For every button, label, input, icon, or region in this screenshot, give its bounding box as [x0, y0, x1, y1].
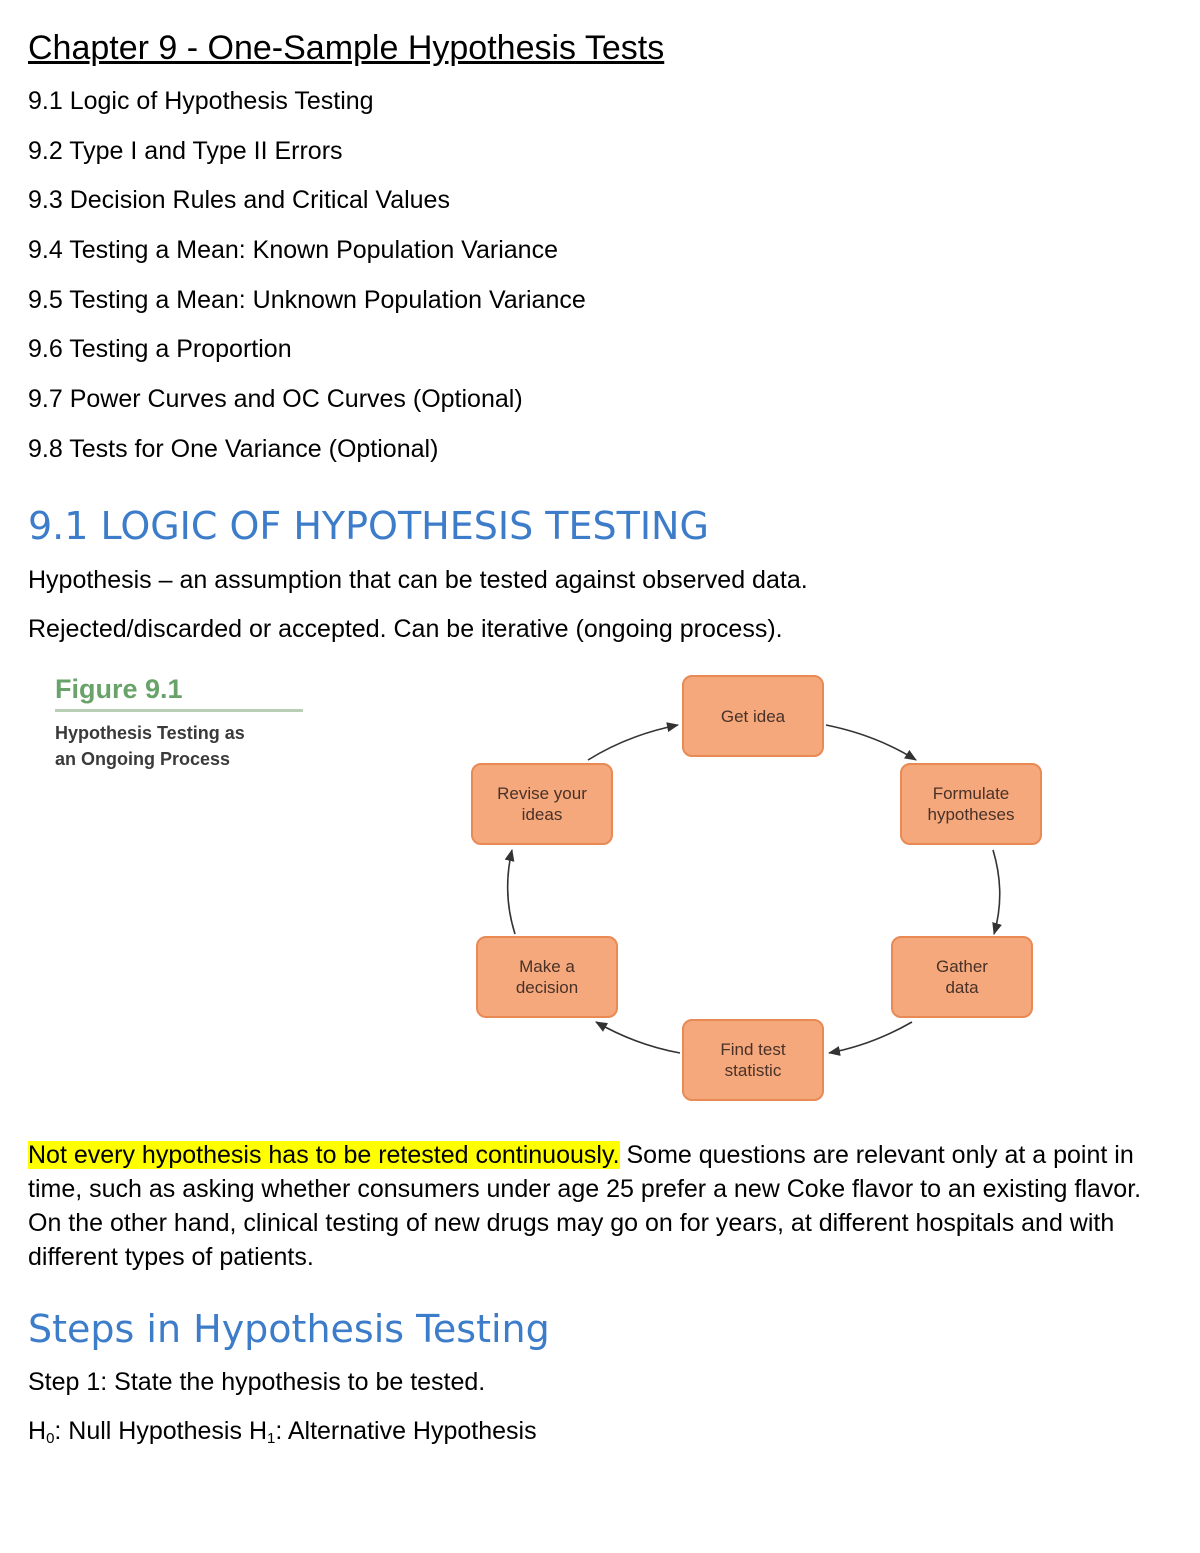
chapter-title: Chapter 9 - One-Sample Hypothesis Tests	[28, 29, 665, 67]
node-get-idea	[682, 675, 824, 757]
node-label: Get idea	[720, 706, 786, 726]
h0-subscript: 0	[46, 1430, 55, 1447]
node-label: Revise your ideas	[497, 784, 587, 824]
node-label: Make a decision	[515, 957, 579, 997]
arrow-gather-to-statistic	[829, 1022, 912, 1053]
node-formulate-hypotheses	[900, 763, 1042, 845]
toc-item: 9.2 Type I and Type II Errors	[28, 136, 343, 165]
retesting-paragraph	[28, 1138, 1178, 1274]
h1-symbol: H	[248, 1417, 267, 1445]
hypothesis-definition: Hypothesis – an assumption that can be tested against observed data.	[28, 566, 808, 594]
h1-label: : Alternative Hypothesis	[275, 1417, 537, 1445]
node-label: Gather data	[936, 957, 988, 997]
node-find-test-statistic	[682, 1019, 824, 1101]
toc-item: 9.4 Testing a Mean: Known Population Variance	[28, 236, 558, 265]
paragraph-text: Some questions are relevant only at a point in time, such as asking whether consumers under age 25 prefer a new Coke flavor to an existing flavor. On the other hand, clinical testing of new drugs may go on for years, at different hospitals and with different types of patients.	[28, 1141, 1142, 1271]
h1-subscript: 1	[267, 1430, 276, 1447]
toc-item: 9.5 Testing a Mean: Unknown Population Variance	[28, 285, 586, 314]
section-heading-logic: 9.1 LOGIC OF HYPOTHESIS TESTING	[28, 504, 709, 548]
arrow-formulate-to-gather	[993, 850, 1000, 934]
toc-item: 9.3 Decision Rules and Critical Values	[28, 186, 450, 215]
toc-item: 9.8 Tests for One Variance (Optional)	[28, 434, 439, 463]
arrow-statistic-to-decision	[596, 1022, 680, 1053]
toc-item: 9.7 Power Curves and OC Curves (Optional)	[28, 385, 523, 414]
node-label: Formulate hypotheses	[927, 784, 1015, 824]
hypothesis-outcome: Rejected/discarded or accepted. Can be iterative (ongoing process).	[28, 615, 783, 643]
node-label: Find test statistic	[720, 1040, 786, 1080]
node-gather-data	[891, 936, 1033, 1018]
hypothesis-notation	[28, 1416, 537, 1446]
figure-caption-line: an Ongoing Process	[55, 749, 231, 769]
toc-item: 9.6 Testing a Proportion	[28, 335, 292, 364]
h0-label: : Null Hypothesis	[54, 1417, 249, 1445]
arrow-idea-to-formulate	[826, 725, 916, 760]
section-heading-steps: Steps in Hypothesis Testing	[28, 1307, 550, 1351]
highlighted-text: Not every hypothesis has to be retested continuously.	[28, 1141, 620, 1169]
figure-caption-line: Hypothesis Testing as	[55, 723, 245, 743]
node-make-decision	[476, 936, 618, 1018]
step-one: Step 1: State the hypothesis to be tested.	[28, 1368, 486, 1396]
arrow-decision-to-revise	[508, 850, 515, 934]
node-revise-ideas	[471, 763, 613, 845]
figure-label: Figure 9.1	[55, 674, 183, 704]
h0-symbol: H	[28, 1417, 47, 1445]
arrow-revise-to-idea	[588, 725, 678, 760]
toc-item: 9.1 Logic of Hypothesis Testing	[28, 87, 374, 115]
